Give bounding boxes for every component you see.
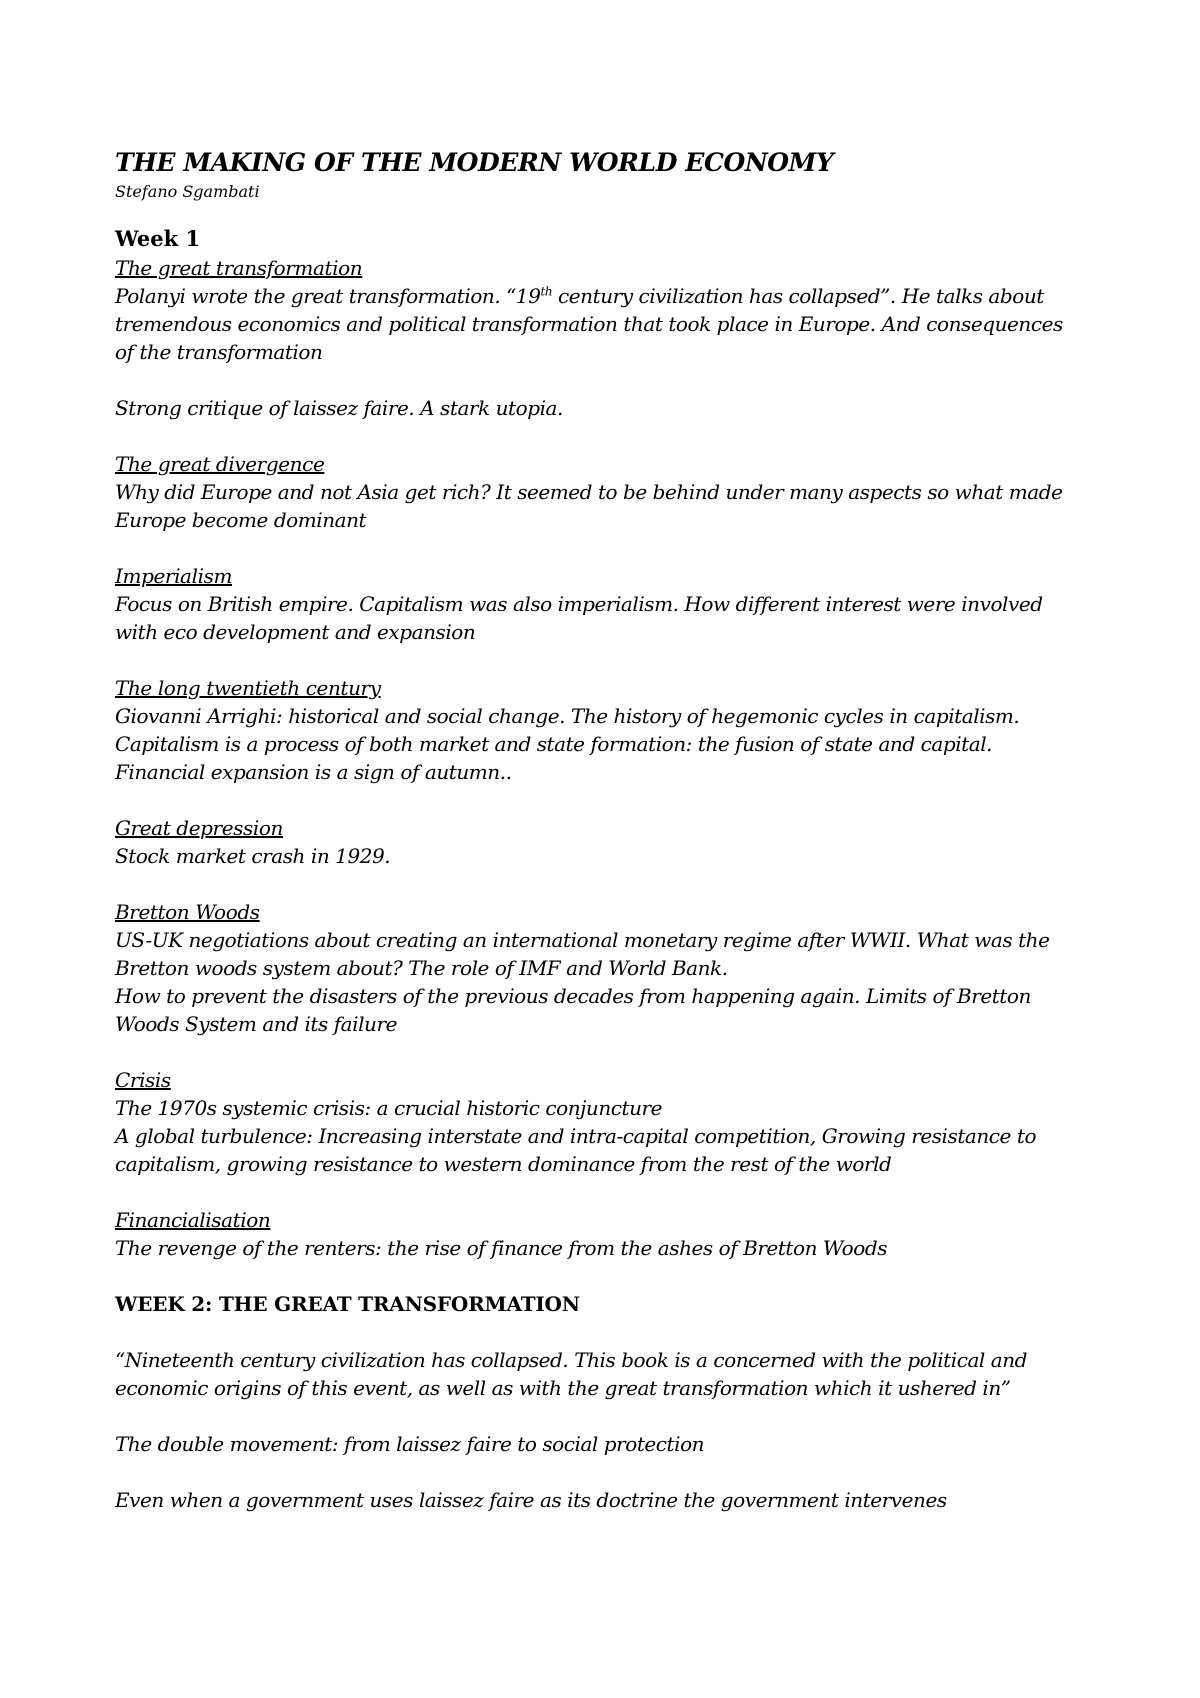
section-line: tremendous economics and political transformation that took place in Europe. And consequences [115, 312, 1063, 336]
section-bretton-woods [115, 898, 1100, 1038]
week-2-quote [115, 1346, 1100, 1402]
section-line: Giovanni Arrighi: historical and social change. The history of hegemonic cycles in capitalism. [115, 704, 1020, 728]
section-line: Financial expansion is a sign of autumn.. [115, 760, 512, 784]
section-line: Europe become dominant [115, 508, 367, 532]
week-1-heading: Week 1 [115, 226, 201, 251]
section-line: Capitalism is a process of both market and state formation: the fusion of state and capital. [115, 732, 993, 756]
section-imperialism [115, 562, 1100, 646]
quote-line: economic origins of this event, as well as with the great transformation which it ushered in” [115, 1376, 1011, 1400]
section-line: capitalism, growing resistance to western dominance from the rest of the world [115, 1152, 892, 1176]
section-long-twentieth-century [115, 674, 1100, 786]
section-title: Crisis [115, 1068, 171, 1092]
section-title: Great depression [115, 816, 283, 840]
section-line: Woods System and its failure [115, 1012, 397, 1036]
document-author: Stefano Sgambati [115, 182, 260, 201]
section-line: Polanyi wrote the great transformation. “19th century civilization has collapsed”. He talks about [115, 284, 1044, 308]
section-line: Strong critique of laissez faire. A stark utopia. [115, 396, 563, 420]
section-line: with eco development and expansion [115, 620, 476, 644]
section-title: The great transformation [115, 256, 363, 280]
section-line: The 1970s systemic crisis: a crucial historic conjuncture [115, 1096, 663, 1120]
section-line: A global turbulence: Increasing interstate and intra-capital competition, Growing resistance to [115, 1124, 1037, 1148]
week-2-paragraph: Even when a government uses laissez faire as its doctrine the government intervenes [115, 1488, 947, 1512]
section-title: The great divergence [115, 452, 325, 476]
section-line: The revenge of the renters: the rise of finance from the ashes of Bretton Woods [115, 1236, 888, 1260]
section-great-transformation [115, 254, 1100, 422]
superscript-th: th [540, 284, 553, 299]
section-title: Imperialism [115, 564, 233, 588]
section-great-depression [115, 814, 1100, 870]
section-line: How to prevent the disasters of the previous decades from happening again. Limits of Bretton [115, 984, 1031, 1008]
section-line: Focus on British empire. Capitalism was also imperialism. How different interest were involved [115, 592, 1043, 616]
section-title: Bretton Woods [115, 900, 260, 924]
section-title: The long twentieth century [115, 676, 381, 700]
section-great-divergence [115, 450, 1100, 534]
section-line: Why did Europe and not Asia get rich? It seemed to be behind under many aspects so what made [115, 480, 1063, 504]
document-title: THE MAKING OF THE MODERN WORLD ECONOMY [115, 148, 834, 177]
section-line: US-UK negotiations about creating an international monetary regime after WWII. What was the [115, 928, 1050, 952]
section-line: of the transformation [115, 340, 323, 364]
section-title: Financialisation [115, 1208, 271, 1232]
quote-line: “Nineteenth century civilization has collapsed. This book is a concerned with the political and [115, 1348, 1028, 1372]
section-financialisation [115, 1206, 1100, 1262]
section-line: Bretton woods system about? The role of IMF and World Bank. [115, 956, 728, 980]
week-2-heading: WEEK 2: THE GREAT TRANSFORMATION [115, 1292, 580, 1316]
week-2-paragraph: The double movement: from laissez faire to social protection [115, 1432, 705, 1456]
document-content [115, 146, 1100, 1542]
section-crisis [115, 1066, 1100, 1178]
section-line: Stock market crash in 1929. [115, 844, 391, 868]
